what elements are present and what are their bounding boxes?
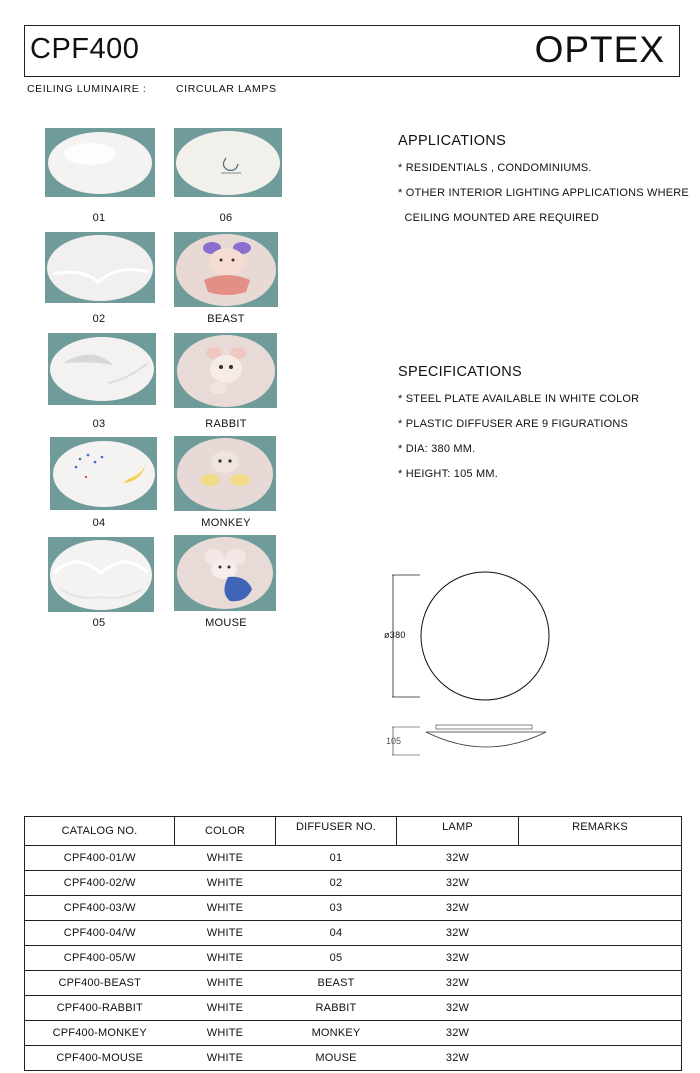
diameter-dimension: ø380 xyxy=(384,630,406,640)
diffuser-mouse-image xyxy=(174,535,276,611)
catalog-no-cell: CPF400-04/W xyxy=(25,921,175,946)
catalog-no-cell: CPF400-03/W xyxy=(25,896,175,921)
lamp-cell: 32W xyxy=(397,1046,519,1071)
model-name: CPF400 xyxy=(30,33,140,65)
lamp-cell: 32W xyxy=(397,871,519,896)
applications-heading: APPLICATIONS xyxy=(398,133,507,149)
diffuser-04-image xyxy=(50,437,157,510)
table-row xyxy=(25,1046,682,1071)
title-box xyxy=(24,25,680,77)
table-row xyxy=(25,996,682,1021)
catalog-no-cell: CPF400-BEAST xyxy=(25,971,175,996)
diffuser-05-image xyxy=(48,537,154,612)
thumb-label-02: 02 xyxy=(92,313,106,325)
diffuser-06-image xyxy=(174,128,282,197)
remarks-cell xyxy=(519,896,682,921)
diffuser-03-image xyxy=(48,333,156,405)
remarks-cell xyxy=(519,1046,682,1071)
thumb-label-06: 06 xyxy=(219,212,233,224)
diffuser-no-cell: RABBIT xyxy=(276,996,397,1021)
remarks-cell xyxy=(519,871,682,896)
catalog-no-cell: CPF400-RABBIT xyxy=(25,996,175,1021)
diffuser-beast-image xyxy=(174,232,278,307)
diffuser-no-cell: 01 xyxy=(276,846,397,871)
lamp-cell: 32W xyxy=(397,846,519,871)
remarks-cell xyxy=(519,971,682,996)
spec-line-1: * STEEL PLATE AVAILABLE IN WHITE COLOR xyxy=(398,393,640,405)
brand-logo-text: OPTEX xyxy=(534,29,665,70)
lamp-cell: 32W xyxy=(397,971,519,996)
diffuser-no-cell: MOUSE xyxy=(276,1046,397,1071)
color-cell: WHITE xyxy=(175,1021,276,1046)
catalog-no-cell: CPF400-01/W xyxy=(25,846,175,871)
thumb-label-beast: BEAST xyxy=(207,313,245,325)
diffuser-02-image xyxy=(45,232,155,303)
table-row xyxy=(25,896,682,921)
lamp-cell: 32W xyxy=(397,946,519,971)
color-cell: WHITE xyxy=(175,871,276,896)
remarks-cell xyxy=(519,921,682,946)
table-row xyxy=(25,846,682,871)
table-header-row xyxy=(25,817,682,846)
header-lamp: LAMP xyxy=(397,817,519,846)
thumb-label-03: 03 xyxy=(92,418,106,430)
diffuser-no-cell: 05 xyxy=(276,946,397,971)
lamp-cell: 32W xyxy=(397,996,519,1021)
specifications-heading: SPECIFICATIONS xyxy=(398,364,522,380)
remarks-cell xyxy=(519,846,682,871)
color-cell: WHITE xyxy=(175,946,276,971)
spec-line-2: * PLASTIC DIFFUSER ARE 9 FIGURATIONS xyxy=(398,418,629,430)
thumb-label-monkey: MONKEY xyxy=(201,517,251,529)
application-line-2: * OTHER INTERIOR LIGHTING APPLICATIONS WHERE xyxy=(398,187,689,199)
color-cell: WHITE xyxy=(175,846,276,871)
header-diffuser-no: DIFFUSER NO. xyxy=(276,817,397,846)
spec-line-3: * DIA: 380 MM. xyxy=(398,443,476,455)
thumb-label-04: 04 xyxy=(92,517,106,529)
thumb-label-05: 05 xyxy=(92,617,106,629)
application-line-1: * RESIDENTIALS , CONDOMINIUMS. xyxy=(398,162,592,174)
catalog-table xyxy=(24,816,682,1071)
dimension-drawing xyxy=(380,566,570,766)
diffuser-no-cell: 03 xyxy=(276,896,397,921)
diffuser-no-cell: 04 xyxy=(276,921,397,946)
table-row xyxy=(25,971,682,996)
diffuser-monkey-image xyxy=(174,436,276,511)
lamp-cell: 32W xyxy=(397,896,519,921)
catalog-no-cell: CPF400-MOUSE xyxy=(25,1046,175,1071)
type-label: CIRCULAR LAMPS xyxy=(176,83,277,95)
diffuser-no-cell: BEAST xyxy=(276,971,397,996)
table-row xyxy=(25,921,682,946)
diffuser-rabbit-image xyxy=(174,333,277,408)
header-catalog-no: CATALOG NO. xyxy=(25,817,175,846)
header-color: COLOR xyxy=(175,817,276,846)
color-cell: WHITE xyxy=(175,896,276,921)
catalog-no-cell: CPF400-MONKEY xyxy=(25,1021,175,1046)
catalog-no-cell: CPF400-05/W xyxy=(25,946,175,971)
thumb-label-rabbit: RABBIT xyxy=(205,418,247,430)
header-remarks: REMARKS xyxy=(519,817,682,846)
table-row xyxy=(25,946,682,971)
remarks-cell xyxy=(519,996,682,1021)
lamp-cell: 32W xyxy=(397,921,519,946)
diffuser-no-cell: MONKEY xyxy=(276,1021,397,1046)
color-cell: WHITE xyxy=(175,921,276,946)
lamp-cell: 32W xyxy=(397,1021,519,1046)
color-cell: WHITE xyxy=(175,971,276,996)
height-dimension: 105 xyxy=(386,736,402,746)
category-label: CEILING LUMINAIRE : xyxy=(27,83,147,95)
table-row xyxy=(25,1021,682,1046)
application-line-3: CEILING MOUNTED ARE REQUIRED xyxy=(398,212,599,224)
table-row xyxy=(25,871,682,896)
diffuser-no-cell: 02 xyxy=(276,871,397,896)
diffuser-01-image xyxy=(45,128,155,197)
spec-line-4: * HEIGHT: 105 MM. xyxy=(398,468,498,480)
thumb-label-mouse: MOUSE xyxy=(205,617,247,629)
remarks-cell xyxy=(519,1021,682,1046)
catalog-no-cell: CPF400-02/W xyxy=(25,871,175,896)
color-cell: WHITE xyxy=(175,996,276,1021)
remarks-cell xyxy=(519,946,682,971)
color-cell: WHITE xyxy=(175,1046,276,1071)
thumb-label-01: 01 xyxy=(92,212,106,224)
